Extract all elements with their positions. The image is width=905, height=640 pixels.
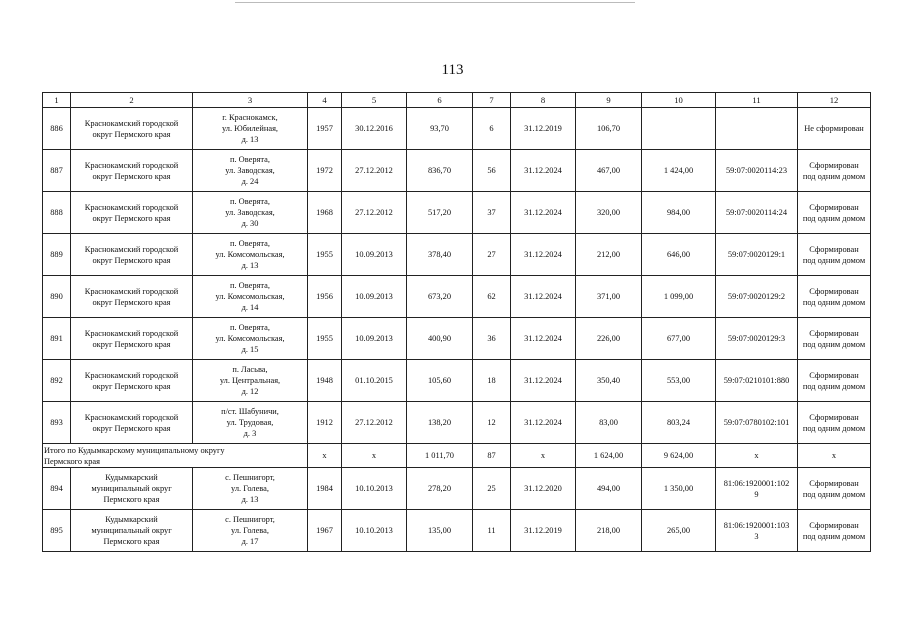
cadastral-cell: 59:07:0020129:1	[716, 234, 798, 276]
column-header: 2	[71, 93, 193, 108]
row-number-cell: 887	[43, 150, 71, 192]
residents-cell: 27	[473, 234, 511, 276]
column-header: 9	[576, 93, 642, 108]
year-cell: 1972	[308, 150, 342, 192]
area-cell: 378,40	[407, 234, 473, 276]
area2-cell: 218,00	[576, 510, 642, 552]
cadastral-cell: 59:07:0020129:2	[716, 276, 798, 318]
area-cell: 278,20	[407, 468, 473, 510]
area2-cell: 467,00	[576, 150, 642, 192]
column-header: 6	[407, 93, 473, 108]
address-cell: п. Оверята, ул. Комсомольская, д. 15	[193, 318, 308, 360]
date-cell: 27.12.2012	[342, 192, 407, 234]
area2-cell: 226,00	[576, 318, 642, 360]
date-cell: 10.10.2013	[342, 510, 407, 552]
total-cell: x	[308, 444, 342, 468]
year-cell: 1968	[308, 192, 342, 234]
status-cell: Сформирован под одним домом	[798, 510, 871, 552]
total-cell: x	[511, 444, 576, 468]
residents-cell: 25	[473, 468, 511, 510]
date-cell: 30.12.2016	[342, 108, 407, 150]
area2-cell: 371,00	[576, 276, 642, 318]
date-cell: 10.10.2013	[342, 468, 407, 510]
table-body	[43, 93, 871, 552]
address-cell: п. Оверята, ул. Комсомольская, д. 14	[193, 276, 308, 318]
cost-cell: 553,00	[642, 360, 716, 402]
address-cell: п. Ласьва, ул. Центральная, д. 12	[193, 360, 308, 402]
column-header: 12	[798, 93, 871, 108]
table-row	[43, 510, 871, 552]
deadline-cell: 31.12.2024	[511, 402, 576, 444]
address-cell: п. Оверята, ул. Заводская, д. 24	[193, 150, 308, 192]
deadline-cell: 31.12.2024	[511, 234, 576, 276]
status-cell: Сформирован под одним домом	[798, 192, 871, 234]
cost-cell: 677,00	[642, 318, 716, 360]
deadline-cell: 31.12.2024	[511, 192, 576, 234]
date-cell: 27.12.2012	[342, 150, 407, 192]
table-row	[43, 360, 871, 402]
total-cell: x	[716, 444, 798, 468]
table-row	[43, 468, 871, 510]
area-cell: 517,20	[407, 192, 473, 234]
row-number-cell: 893	[43, 402, 71, 444]
total-cell: 1 624,00	[576, 444, 642, 468]
status-cell: Не сформирован	[798, 108, 871, 150]
municipality-cell: Краснокамский городской округ Пермского края	[71, 192, 193, 234]
year-cell: 1955	[308, 234, 342, 276]
municipality-cell: Кудымкарский муниципальный округ Пермского края	[71, 510, 193, 552]
date-cell: 01.10.2015	[342, 360, 407, 402]
municipality-cell: Краснокамский городской округ Пермского края	[71, 108, 193, 150]
year-cell: 1956	[308, 276, 342, 318]
year-cell: 1967	[308, 510, 342, 552]
cost-cell: 984,00	[642, 192, 716, 234]
deadline-cell: 31.12.2019	[511, 108, 576, 150]
municipality-cell: Краснокамский городской округ Пермского края	[71, 276, 193, 318]
table-row	[43, 150, 871, 192]
status-cell: Сформирован под одним домом	[798, 318, 871, 360]
cost-cell: 1 350,00	[642, 468, 716, 510]
year-cell: 1957	[308, 108, 342, 150]
deadline-cell: 31.12.2024	[511, 150, 576, 192]
area-cell: 673,20	[407, 276, 473, 318]
header-row	[43, 93, 871, 108]
column-header: 5	[342, 93, 407, 108]
column-header: 3	[193, 93, 308, 108]
status-cell: Сформирован под одним домом	[798, 234, 871, 276]
table-row	[43, 108, 871, 150]
residents-cell: 18	[473, 360, 511, 402]
cadastral-cell: 59:07:0210101:880	[716, 360, 798, 402]
date-cell: 10.09.2013	[342, 276, 407, 318]
column-header: 1	[43, 93, 71, 108]
row-number-cell: 886	[43, 108, 71, 150]
cadastral-cell	[716, 108, 798, 150]
row-number-cell: 889	[43, 234, 71, 276]
row-number-cell: 892	[43, 360, 71, 402]
cost-cell: 646,00	[642, 234, 716, 276]
total-cell: 87	[473, 444, 511, 468]
residents-cell: 56	[473, 150, 511, 192]
cost-cell	[642, 108, 716, 150]
register-table	[42, 92, 871, 552]
residents-cell: 62	[473, 276, 511, 318]
column-header: 11	[716, 93, 798, 108]
cadastral-cell: 81:06:1920001:102 9	[716, 468, 798, 510]
total-cell: 9 624,00	[642, 444, 716, 468]
municipality-cell: Краснокамский городской округ Пермского края	[71, 234, 193, 276]
date-cell: 27.12.2012	[342, 402, 407, 444]
municipality-cell: Кудымкарский муниципальный округ Пермского края	[71, 468, 193, 510]
area-cell: 105,60	[407, 360, 473, 402]
area2-cell: 350,40	[576, 360, 642, 402]
table-row	[43, 234, 871, 276]
cadastral-cell: 59:07:0020114:24	[716, 192, 798, 234]
total-row	[43, 444, 871, 468]
municipality-cell: Краснокамский городской округ Пермского края	[71, 402, 193, 444]
area2-cell: 494,00	[576, 468, 642, 510]
area-cell: 135,00	[407, 510, 473, 552]
total-cell: x	[798, 444, 871, 468]
table-row	[43, 402, 871, 444]
cadastral-cell: 59:07:0020114:23	[716, 150, 798, 192]
address-cell: п. Оверята, ул. Комсомольская, д. 13	[193, 234, 308, 276]
area-cell: 400,90	[407, 318, 473, 360]
deadline-cell: 31.12.2019	[511, 510, 576, 552]
municipality-cell: Краснокамский городской округ Пермского края	[71, 360, 193, 402]
address-cell: с. Пешнигорт, ул. Голева, д. 13	[193, 468, 308, 510]
cost-cell: 265,00	[642, 510, 716, 552]
total-label: Итого по Кудымкарскому муниципальному округу Пермского края	[43, 444, 308, 468]
year-cell: 1984	[308, 468, 342, 510]
row-number-cell: 890	[43, 276, 71, 318]
area2-cell: 106,70	[576, 108, 642, 150]
table-row	[43, 192, 871, 234]
area-cell: 138,20	[407, 402, 473, 444]
status-cell: Сформирован под одним домом	[798, 468, 871, 510]
year-cell: 1948	[308, 360, 342, 402]
table-row	[43, 276, 871, 318]
deadline-cell: 31.12.2020	[511, 468, 576, 510]
residents-cell: 36	[473, 318, 511, 360]
year-cell: 1955	[308, 318, 342, 360]
area2-cell: 212,00	[576, 234, 642, 276]
date-cell: 10.09.2013	[342, 318, 407, 360]
top-rule	[235, 2, 635, 3]
status-cell: Сформирован под одним домом	[798, 150, 871, 192]
total-cell: 1 011,70	[407, 444, 473, 468]
residents-cell: 12	[473, 402, 511, 444]
area2-cell: 83,00	[576, 402, 642, 444]
status-cell: Сформирован под одним домом	[798, 276, 871, 318]
cost-cell: 1 424,00	[642, 150, 716, 192]
cost-cell: 1 099,00	[642, 276, 716, 318]
total-cell: x	[342, 444, 407, 468]
address-cell: п/ст. Шабуничи, ул. Трудовая, д. 3	[193, 402, 308, 444]
area2-cell: 320,00	[576, 192, 642, 234]
column-header: 4	[308, 93, 342, 108]
row-number-cell: 891	[43, 318, 71, 360]
column-header: 7	[473, 93, 511, 108]
cadastral-cell: 81:06:1920001:103 3	[716, 510, 798, 552]
status-cell: Сформирован под одним домом	[798, 360, 871, 402]
row-number-cell: 894	[43, 468, 71, 510]
date-cell: 10.09.2013	[342, 234, 407, 276]
deadline-cell: 31.12.2024	[511, 360, 576, 402]
table-row	[43, 318, 871, 360]
residents-cell: 37	[473, 192, 511, 234]
area-cell: 93,70	[407, 108, 473, 150]
municipality-cell: Краснокамский городской округ Пермского края	[71, 318, 193, 360]
residents-cell: 11	[473, 510, 511, 552]
row-number-cell: 888	[43, 192, 71, 234]
column-header: 8	[511, 93, 576, 108]
status-cell: Сформирован под одним домом	[798, 402, 871, 444]
column-header: 10	[642, 93, 716, 108]
deadline-cell: 31.12.2024	[511, 276, 576, 318]
cadastral-cell: 59:07:0020129:3	[716, 318, 798, 360]
municipality-cell: Краснокамский городской округ Пермского края	[71, 150, 193, 192]
row-number-cell: 895	[43, 510, 71, 552]
year-cell: 1912	[308, 402, 342, 444]
cost-cell: 803,24	[642, 402, 716, 444]
area-cell: 836,70	[407, 150, 473, 192]
residents-cell: 6	[473, 108, 511, 150]
cadastral-cell: 59:07:0780102:101	[716, 402, 798, 444]
address-cell: п. Оверята, ул. Заводская, д. 30	[193, 192, 308, 234]
address-cell: г. Краснокамск, ул. Юбилейная, д. 13	[193, 108, 308, 150]
address-cell: с. Пешнигорт, ул. Голева, д. 17	[193, 510, 308, 552]
deadline-cell: 31.12.2024	[511, 318, 576, 360]
page-number: 113	[441, 62, 464, 78]
